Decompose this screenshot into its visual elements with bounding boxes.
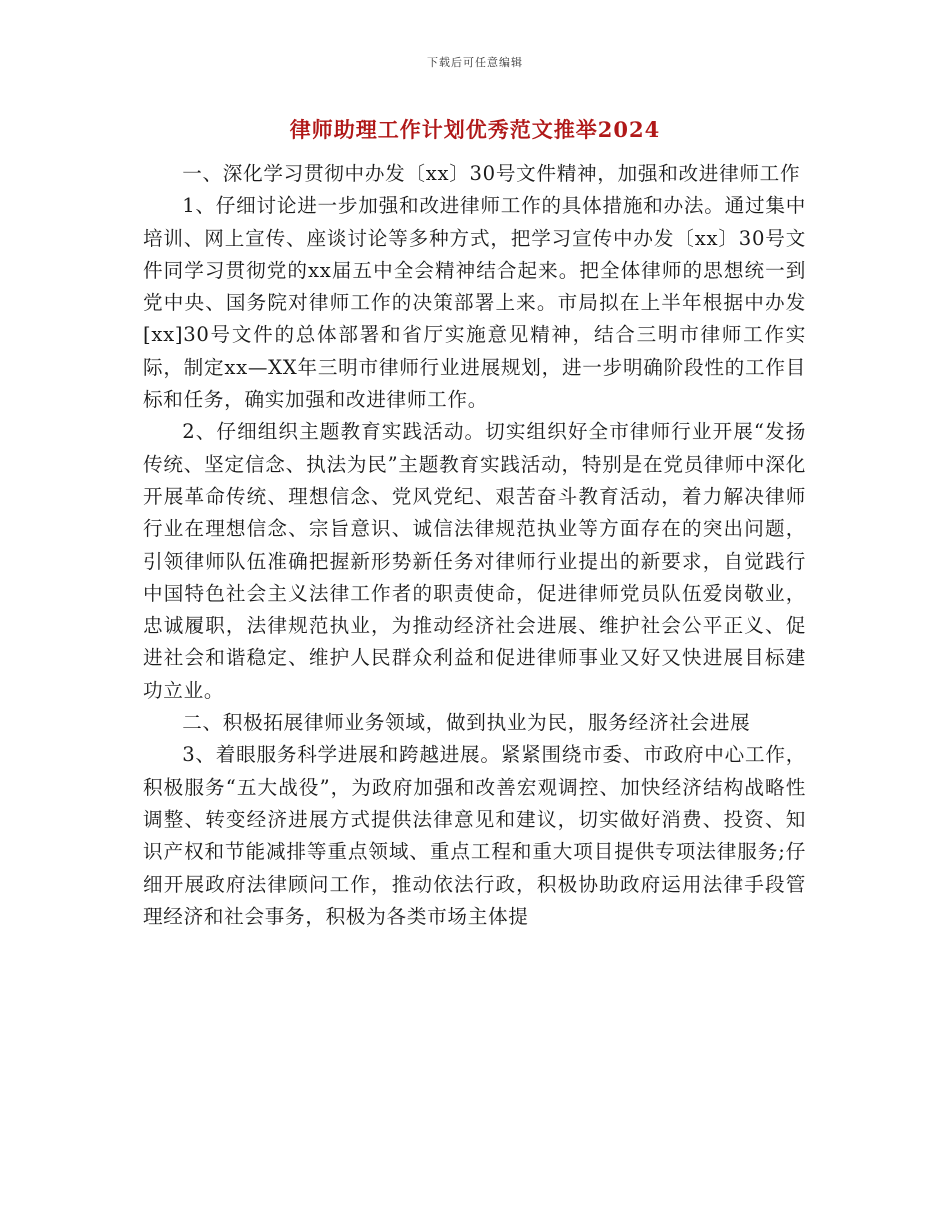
header-note: 下载后可任意编辑	[427, 56, 523, 69]
paragraph-item-1: 1、仔细讨论进一步加强和改进律师工作的具体措施和办法。通过集中培训、网上宣传、座谈讨论等多种方式，把学习宣传中办发〔xx〕30号文件同学习贯彻党的xx届五中全会精神结合起来。把全体律师的思想统一到党中央、国务院对律师工作的决策部署上来。市局拟在上半年根据中办发[xx]30号文件的总体部署和省厅实施意见精神，结合三明市律师工作实际，制定xx—XX年三明市律师行业进展规划，进一步明确阶段性的工作目标和任务，确实加强和改进律师工作。	[143, 194, 806, 412]
section-heading-2: 二、积极拓展律师业务领域，做到执业为民，服务经济社会进展	[182, 711, 751, 735]
document-body	[143, 158, 806, 933]
section-heading-1: 一、深化学习贯彻中办发〔xx〕30号文件精神，加强和改进律师工作	[182, 162, 801, 185]
paragraph-item-3: 3、着眼服务科学进展和跨越进展。紧紧围绕市委、市政府中心工作，积极服务“五大战役”，为政府加强和改善宏观调控、加快经济结构战略性调整、转变经济进展方式提供法律意见和建议，切实做好消费、投资、知识产权和节能减排等重点领域、重点工程和重大项目提供专项法律服务;仔细开展政府法律顾问工作，推动依法行政，积极协助政府运用法律手段管理经济和社会事务，积极为各类市场主体提	[143, 743, 806, 928]
paragraph-item-2: 2、仔细组织主题教育实践活动。切实组织好全市律师行业开展“发扬传统、坚定信念、执法为民”主题教育实践活动，特别是在党员律师中深化开展革命传统、理想信念、党风党纪、艰苦奋斗教育活动，着力解决律师行业在理想信念、宗旨意识、诚信法律规范执业等方面存在的突出问题，引领律师队伍准确把握新形势新任务对律师行业提出的新要求，自觉践行中国特色社会主义法律工作者的职责使命，促进律师党员队伍爱岗敬业，忠诚履职，法律规范执业，为推动经济社会进展、维护社会公平正义、促进社会和谐稳定、维护人民群众利益和促进律师事业又好又快进展目标建功立业。	[143, 420, 806, 702]
document-title: 律师助理工作计划优秀范文推举2024	[289, 117, 661, 142]
